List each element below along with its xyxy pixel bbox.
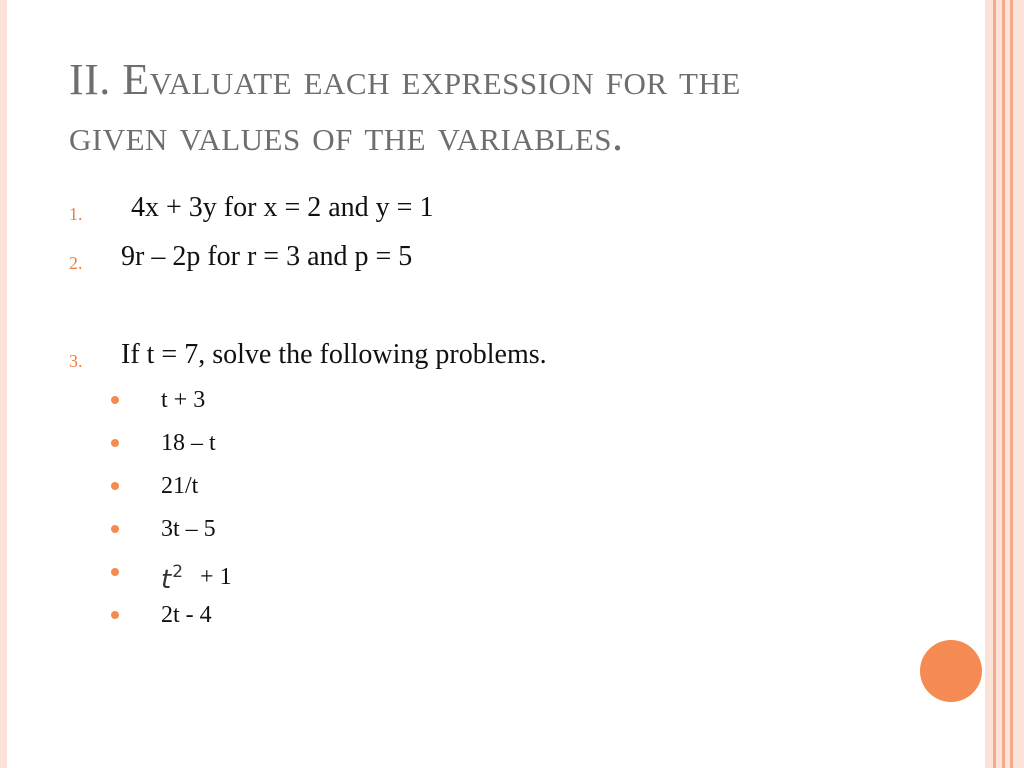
sub-item-text: t + 3 <box>161 387 206 413</box>
item-number: 3. <box>69 351 83 371</box>
sub-item-text: 21/t <box>161 473 199 499</box>
title-line-1: II. Evaluate each expression for the <box>69 55 741 104</box>
item-number: 2. <box>69 253 83 273</box>
item-number: 1. <box>69 204 83 224</box>
item-text: If t = 7, solve the following problems. <box>121 339 547 370</box>
sub-item-text: 18 – t <box>161 430 216 456</box>
bullet-dot <box>111 525 119 533</box>
bullet-dot <box>111 568 119 576</box>
sub-item-text: 2t - 4 <box>161 602 212 628</box>
sub-item-text: + 1 <box>200 564 232 590</box>
bullet-dot <box>111 396 119 404</box>
decor-stripe <box>1013 0 1024 768</box>
item-text: 9r – 2p for r = 3 and p = 5 <box>121 241 413 272</box>
title-line-2: given values of the variables. <box>69 111 624 160</box>
slide-title <box>69 52 949 164</box>
bullet-dot <box>111 611 119 619</box>
sub-item-text: 3t – 5 <box>161 516 216 542</box>
sub-item-content <box>161 558 232 594</box>
item-text: 4x + 3y for x = 2 and y = 1 <box>131 192 434 223</box>
accent-circle <box>920 640 982 702</box>
decor-stripe <box>985 0 993 768</box>
t-squared-image: $t^2$ <box>161 562 185 595</box>
bullet-dot <box>111 482 119 490</box>
bullet-dot <box>111 439 119 447</box>
